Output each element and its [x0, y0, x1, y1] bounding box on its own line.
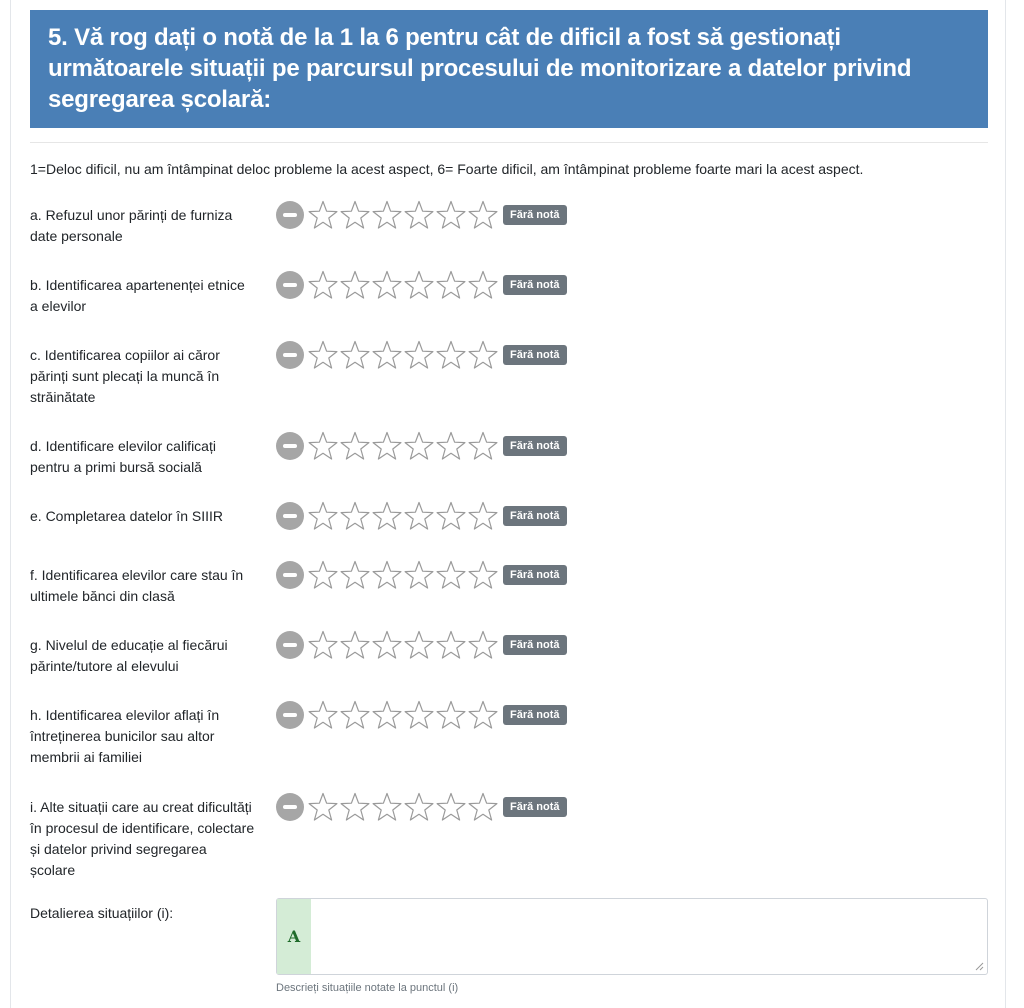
- question-help-text: 1=Deloc dificil, nu am întâmpinat deloc probleme la acest aspect, 6= Foarte dificil, am întâmpinat probleme foarte mari la acest aspect.: [30, 161, 864, 177]
- star-icon[interactable]: [307, 500, 339, 532]
- star-icon[interactable]: [307, 199, 339, 231]
- star-icon[interactable]: [435, 559, 467, 591]
- star-rating: [276, 699, 567, 731]
- no-rating-badge: Fără notă: [503, 506, 567, 526]
- star-icon[interactable]: [435, 269, 467, 301]
- rating-row-label: e. Completarea datelor în SIIIR: [30, 508, 223, 524]
- minus-circle-icon[interactable]: [276, 793, 304, 821]
- star-icon[interactable]: [403, 500, 435, 532]
- star-icon[interactable]: [467, 559, 499, 591]
- star-icon[interactable]: [339, 791, 371, 823]
- star-icon[interactable]: [403, 430, 435, 462]
- question-title: 5. Vă rog dați o notă de la 1 la 6 pentru cât de dificil a fost să gestionați următoarele situații pe parcursul procesului de monitorizare a datelor privind segregarea școlară:: [30, 10, 988, 128]
- star-rating: [276, 629, 567, 661]
- star-icon[interactable]: [307, 699, 339, 731]
- no-rating-badge: Fără notă: [503, 705, 567, 725]
- star-icon[interactable]: [371, 629, 403, 661]
- star-icon[interactable]: [403, 791, 435, 823]
- star-icon[interactable]: [403, 199, 435, 231]
- star-icon[interactable]: [467, 629, 499, 661]
- no-rating-badge: Fără notă: [503, 205, 567, 225]
- star-icon[interactable]: [371, 699, 403, 731]
- rating-row-label: b. Identificarea apartenenței etnice a elevilor: [30, 277, 245, 314]
- star-icon[interactable]: [403, 699, 435, 731]
- star-icon[interactable]: [435, 629, 467, 661]
- star-icon[interactable]: [467, 269, 499, 301]
- star-rating: [276, 559, 567, 591]
- star-icon[interactable]: [307, 791, 339, 823]
- star-icon[interactable]: [307, 559, 339, 591]
- text-letter-icon: A: [277, 899, 311, 974]
- star-icon[interactable]: [371, 559, 403, 591]
- star-rating: [276, 430, 567, 462]
- star-icon[interactable]: [403, 269, 435, 301]
- star-icon[interactable]: [435, 699, 467, 731]
- no-rating-badge: Fără notă: [503, 797, 567, 817]
- divider: [30, 142, 988, 143]
- star-icon[interactable]: [339, 339, 371, 371]
- star-icon[interactable]: [403, 559, 435, 591]
- resize-grip-icon[interactable]: [975, 962, 984, 971]
- star-icon[interactable]: [467, 199, 499, 231]
- no-rating-badge: Fără notă: [503, 345, 567, 365]
- star-icon[interactable]: [371, 430, 403, 462]
- minus-circle-icon[interactable]: [276, 432, 304, 460]
- star-icon[interactable]: [467, 500, 499, 532]
- star-rating: [276, 199, 567, 231]
- star-icon[interactable]: [371, 791, 403, 823]
- star-icon[interactable]: [307, 430, 339, 462]
- no-rating-badge: Fără notă: [503, 565, 567, 585]
- star-icon[interactable]: [371, 199, 403, 231]
- star-icon[interactable]: [435, 500, 467, 532]
- star-icon[interactable]: [467, 339, 499, 371]
- minus-circle-icon[interactable]: [276, 631, 304, 659]
- no-rating-badge: Fără notă: [503, 436, 567, 456]
- rating-row-label: g. Nivelul de educație al fiecărui părinte/tutore al elevului: [30, 637, 228, 674]
- star-icon[interactable]: [435, 339, 467, 371]
- star-icon[interactable]: [403, 629, 435, 661]
- minus-circle-icon[interactable]: [276, 561, 304, 589]
- no-rating-badge: Fără notă: [503, 275, 567, 295]
- rating-row-label: c. Identificarea copiilor ai căror părinți sunt plecați la muncă în străinătate: [30, 347, 220, 405]
- star-icon[interactable]: [307, 339, 339, 371]
- star-icon[interactable]: [467, 791, 499, 823]
- detail-hint: Descrieți situațiile notate la punctul (i): [276, 982, 459, 994]
- star-rating: [276, 269, 567, 301]
- minus-circle-icon[interactable]: [276, 201, 304, 229]
- no-rating-badge: Fără notă: [503, 635, 567, 655]
- star-icon[interactable]: [307, 269, 339, 301]
- star-rating: [276, 500, 567, 532]
- star-icon[interactable]: [403, 339, 435, 371]
- detail-label: Detalierea situațiilor (i):: [30, 905, 174, 921]
- star-icon[interactable]: [371, 339, 403, 371]
- star-icon[interactable]: [467, 430, 499, 462]
- star-icon[interactable]: [467, 699, 499, 731]
- star-rating: [276, 339, 567, 371]
- minus-circle-icon[interactable]: [276, 701, 304, 729]
- star-icon[interactable]: [339, 500, 371, 532]
- star-icon[interactable]: [339, 269, 371, 301]
- rating-row-label: d. Identificare elevilor calificați pentru a primi bursă socială: [30, 438, 216, 475]
- star-icon[interactable]: [339, 559, 371, 591]
- star-icon[interactable]: [435, 199, 467, 231]
- star-icon[interactable]: [339, 199, 371, 231]
- star-icon[interactable]: [339, 629, 371, 661]
- rating-row-label: f. Identificarea elevilor care stau în ultimele bănci din clasă: [30, 567, 244, 604]
- minus-circle-icon[interactable]: [276, 341, 304, 369]
- star-icon[interactable]: [371, 500, 403, 532]
- rating-row-label: h. Identificarea elevilor aflați în întreținerea bunicilor sau altor membrii ai familiei: [30, 707, 220, 765]
- rating-row-label: a. Refuzul unor părinți de furniza date personale: [30, 207, 233, 244]
- minus-circle-icon[interactable]: [276, 271, 304, 299]
- star-icon[interactable]: [371, 269, 403, 301]
- rating-row-label: i. Alte situații care au creat dificultăți în procesul de identificare, colectare și datelor privind segregarea școlare: [30, 799, 255, 878]
- star-icon[interactable]: [435, 791, 467, 823]
- minus-circle-icon[interactable]: [276, 502, 304, 530]
- star-icon[interactable]: [435, 430, 467, 462]
- star-rating: [276, 791, 567, 823]
- star-icon[interactable]: [307, 629, 339, 661]
- star-icon[interactable]: [339, 430, 371, 462]
- detail-textarea[interactable]: [276, 898, 988, 975]
- star-icon[interactable]: [339, 699, 371, 731]
